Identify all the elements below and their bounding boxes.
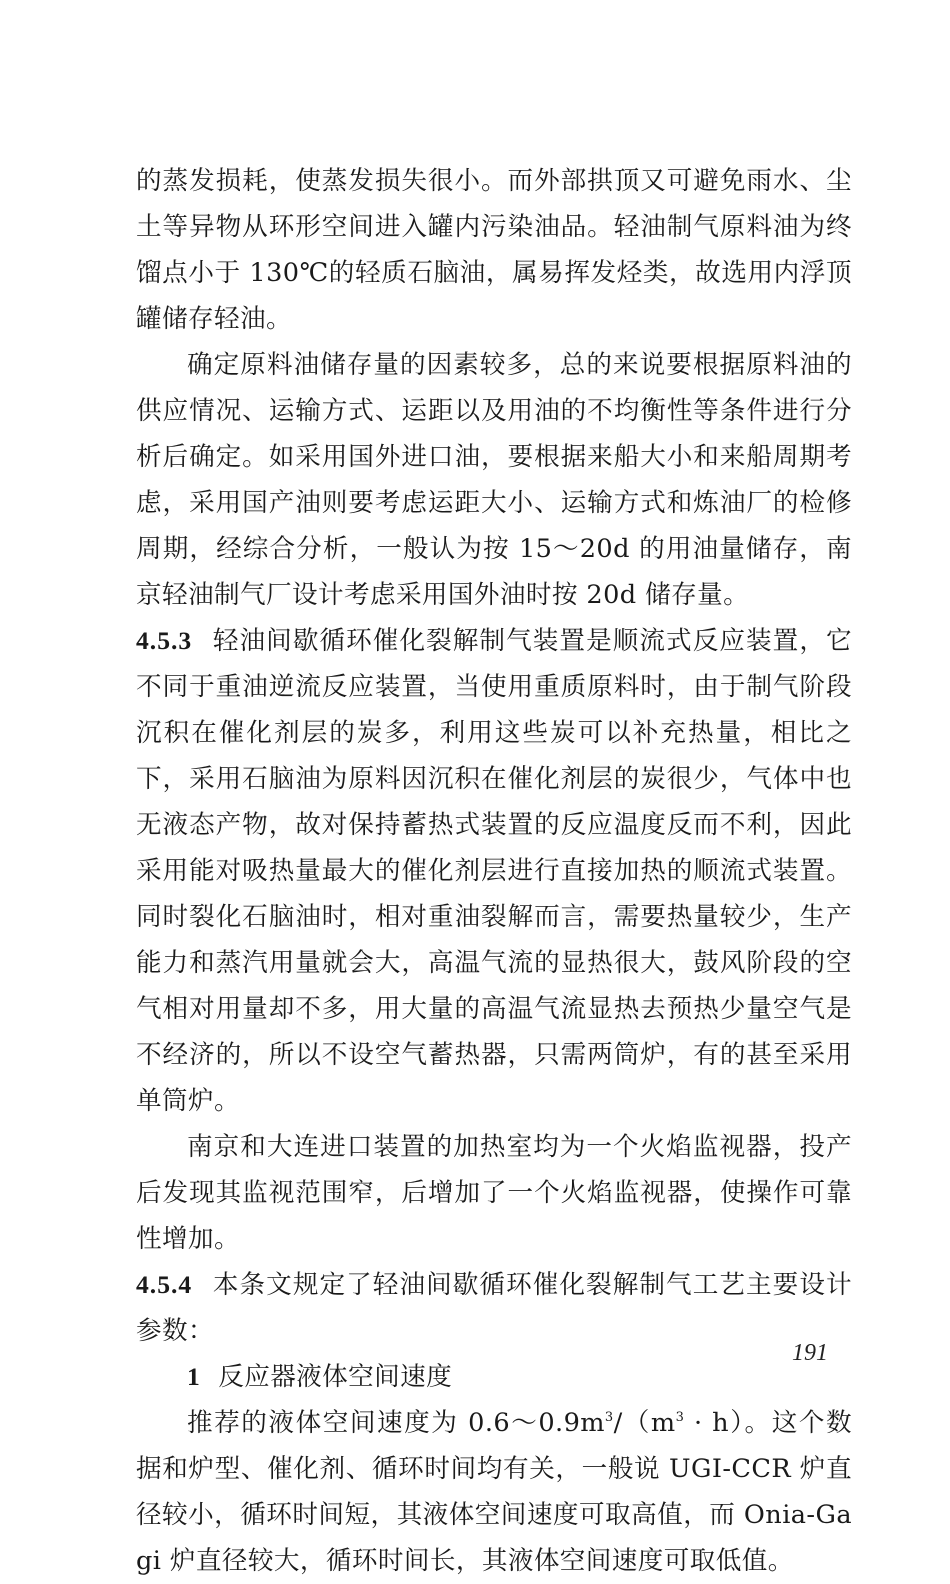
paragraph-continuation: 的蒸发损耗，使蒸发损失很小。而外部拱顶又可避免雨水、尘土等异物从环形空间进入罐内污染油品。轻油制气原料油为终馏点小于 130℃的轻质石脑油，属易挥发烃类，故选用内浮顶罐储存轻油。 — [136, 166, 852, 334]
text-segment: 推荐的液体空间速度为 0.6～0.9m — [187, 1408, 605, 1438]
clause-4-5-3 — [136, 618, 852, 1124]
clause-number: 4.5.3 — [136, 626, 193, 655]
clause-number: 4.5.4 — [136, 1270, 193, 1299]
clause-4-5-4 — [136, 1262, 852, 1354]
clause-text: 本条文规定了轻油间歇循环催化裂解制气工艺主要设计参数： — [136, 1270, 852, 1346]
item-number: 1 — [187, 1362, 201, 1391]
superscript: 3 — [604, 1410, 614, 1425]
superscript: 3 — [675, 1410, 685, 1425]
text-segment: · h）。这个数据和炉型、催化剂、循环时间均有关，一般说 UGI-CCR 炉直径较小，循环时间短，其液体空间速度可取高值，而 Onia-Gagi 炉直径较大，循环时间长，其液体空间速度可取低值。 — [136, 1408, 852, 1576]
paragraph-space-velocity — [136, 1400, 852, 1584]
item-1-heading — [136, 1354, 852, 1400]
item-text: 反应器液体空间速度 — [218, 1362, 453, 1392]
paragraph-storage-volume: 确定原料油储存量的因素较多，总的来说要根据原料油的供应情况、运输方式、运距以及用油的不均衡性等条件进行分析后确定。如采用国外进口油，要根据来船大小和来船周期考虑，采用国产油则要考虑运距大小、运输方式和炼油厂的检修周期，经综合分析，一般认为按 15～20d 的用油量储存，南京轻油制气厂设计考虑采用国外油时按 20d 储存量。 — [136, 350, 852, 610]
page-number: 191 — [792, 1340, 828, 1366]
clause-text: 轻油间歇循环催化裂解制气装置是顺流式反应装置，它不同于重油逆流反应装置，当使用重质原料时，由于制气阶段沉积在催化剂层的炭多，利用这些炭可以补充热量，相比之下，采用石脑油为原料因沉积在催化剂层的炭很少，气体中也无液态产物，故对保持蓄热式装置的反应温度反而不利，因此采用能对吸热量最大的催化剂层进行直接加热的顺流式装置。同时裂化石脑油时，相对重油裂解而言，需要热量较少，生产能力和蒸汽用量就会大，高温气流的显热很大，鼓风阶段的空气相对用量却不多，用大量的高温气流显热去预热少量空气是不经济的，所以不设空气蓄热器，只需两筒炉，有的甚至采用单筒炉。 — [136, 626, 852, 1116]
text-segment: /（m — [613, 1408, 676, 1438]
paragraph-flame-monitor: 南京和大连进口装置的加热室均为一个火焰监视器，投产后发现其监视范围窄，后增加了一个火焰监视器，使操作可靠性增加。 — [136, 1132, 852, 1254]
page-body — [136, 158, 852, 1584]
